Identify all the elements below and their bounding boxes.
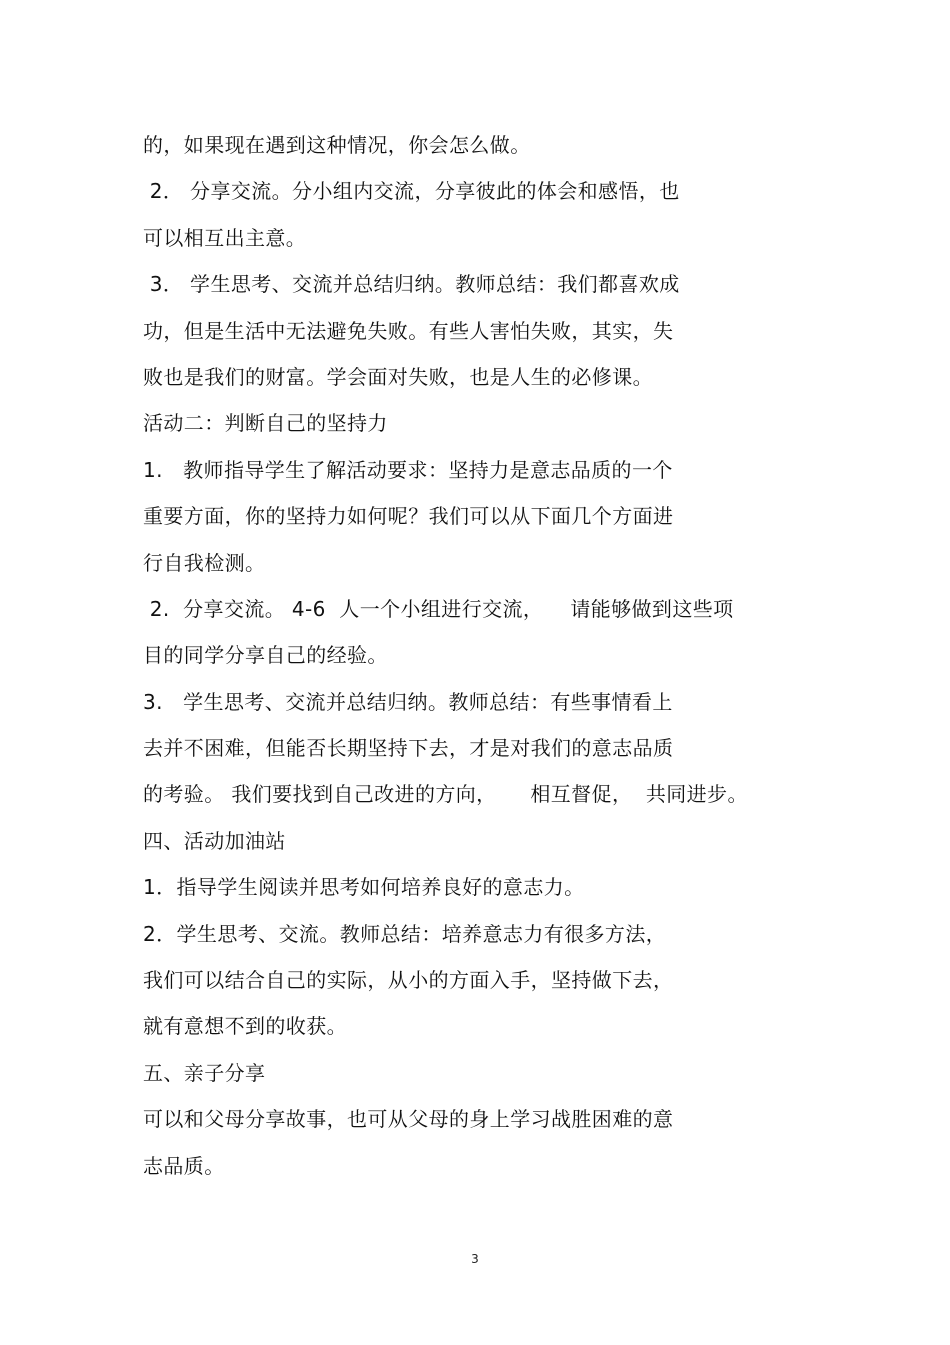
- text-line: 去并不困难，但能否长期坚持下去，才是对我们的意志品质: [143, 736, 674, 761]
- document-body: [143, 122, 843, 1189]
- text-line: 1．指导学生阅读并思考如何培养良好的意志力。: [143, 875, 585, 900]
- text-line: 我们可以结合自己的实际，从小的方面入手，坚持做下去，: [143, 968, 674, 993]
- text-line: 败也是我们的财富。学会面对失败，也是人生的必修课。: [143, 364, 653, 389]
- text-line: 可以和父母分享故事，也可从父母的身上学习战胜困难的意: [143, 1107, 674, 1132]
- text-line: 功，但是生活中无法避免失败。有些人害怕失败，其实，失: [143, 318, 674, 343]
- text-line: 可以相互出主意。: [143, 225, 307, 250]
- text-line: 行自我检测。: [143, 550, 266, 575]
- text-line: 3. 学生思考、交流并总结归纳。教师总结：有些事情看上: [143, 689, 673, 714]
- text-line: 重要方面，你的坚持力如何呢？我们可以从下面几个方面进: [143, 504, 674, 529]
- text-line: 2. 分享交流。 4-6 人一个小组进行交流， 请能够做到这些项: [143, 596, 734, 621]
- text-line: 的考验。 我们要找到自己改进的方向， 相互督促， 共同进步。: [143, 782, 748, 807]
- text-line: 3． 学生思考、交流并总结归纳。教师总结：我们都喜欢成: [143, 272, 680, 297]
- page-number: 3: [471, 1252, 479, 1266]
- text-line: 的，如果现在遇到这种情况，你会怎么做。: [143, 133, 531, 157]
- text-line: 志品质。: [143, 1153, 225, 1178]
- text-line: 1. 教师指导学生了解活动要求：坚持力是意志品质的一个: [143, 457, 673, 482]
- text-line: 2．学生思考、交流。教师总结：培养意志力有很多方法，: [143, 921, 667, 946]
- section-heading: 五、亲子分享: [143, 1060, 266, 1085]
- section-heading: 四、活动加油站: [143, 828, 286, 853]
- text-line: 就有意想不到的收获。: [143, 1014, 347, 1039]
- section-heading: 活动二：判断自己的坚持力: [143, 411, 388, 436]
- text-line: 目的同学分享自己的经验。: [143, 643, 388, 668]
- text-line: 2． 分享交流。分小组内交流，分享彼此的体会和感悟，也: [143, 179, 680, 204]
